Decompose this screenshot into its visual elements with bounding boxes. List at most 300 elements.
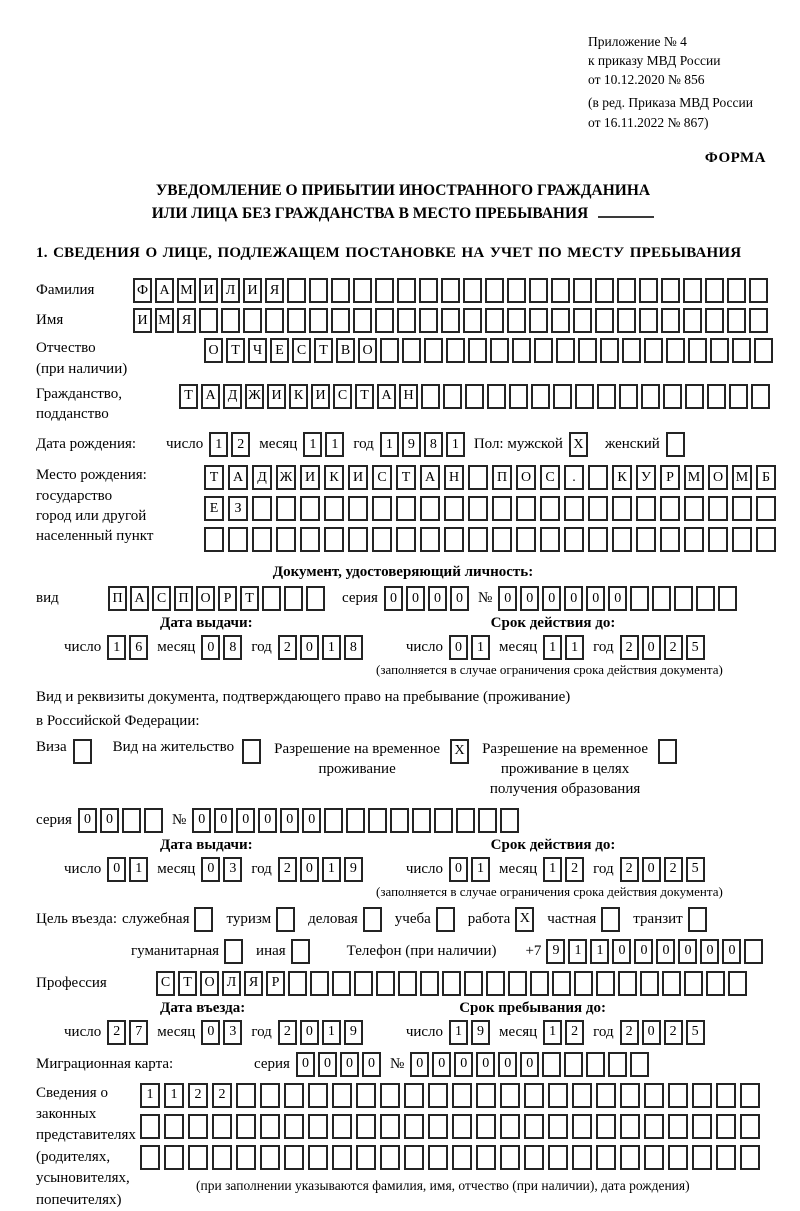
form-cell[interactable] [353, 308, 372, 333]
form-cell[interactable]: Т [355, 384, 374, 409]
form-cell[interactable] [684, 527, 704, 552]
form-cell[interactable]: 0 [340, 1052, 359, 1077]
form-cell[interactable] [622, 338, 641, 363]
form-cell[interactable]: 1 [322, 857, 341, 882]
form-cell[interactable] [692, 1145, 712, 1170]
form-cell[interactable]: Д [223, 384, 242, 409]
form-cell[interactable] [588, 496, 608, 521]
form-cell[interactable] [640, 971, 659, 996]
form-cell[interactable]: У [636, 465, 656, 490]
form-cell[interactable] [236, 1114, 256, 1139]
form-cell[interactable] [310, 971, 329, 996]
form-cell[interactable]: 0 [449, 635, 468, 660]
form-cell[interactable] [122, 808, 141, 833]
form-cell[interactable] [252, 496, 272, 521]
form-cell[interactable]: И [199, 278, 218, 303]
form-cell[interactable] [419, 278, 438, 303]
form-cell[interactable]: 0 [498, 1052, 517, 1077]
form-cell[interactable] [356, 1114, 376, 1139]
form-cell[interactable] [402, 338, 421, 363]
form-cell[interactable]: X [450, 739, 469, 764]
form-cell[interactable] [573, 308, 592, 333]
form-cell[interactable] [644, 338, 663, 363]
form-cell[interactable] [396, 527, 416, 552]
form-cell[interactable] [446, 338, 465, 363]
form-cell[interactable] [696, 586, 715, 611]
form-cell[interactable] [420, 971, 439, 996]
form-cell[interactable]: 0 [450, 586, 469, 611]
form-cell[interactable]: 0 [107, 857, 126, 882]
form-cell[interactable] [428, 1083, 448, 1108]
form-cell[interactable] [507, 308, 526, 333]
form-cell[interactable] [668, 1145, 688, 1170]
form-cell[interactable] [463, 308, 482, 333]
form-cell[interactable]: А [155, 278, 174, 303]
form-cell[interactable] [265, 308, 284, 333]
form-cell[interactable] [630, 586, 649, 611]
form-cell[interactable] [486, 971, 505, 996]
form-cell[interactable] [540, 496, 560, 521]
form-cell[interactable] [260, 1114, 280, 1139]
form-cell[interactable]: 1 [543, 635, 562, 660]
form-cell[interactable] [612, 527, 632, 552]
form-cell[interactable]: 0 [642, 1020, 661, 1045]
form-cell[interactable]: С [540, 465, 560, 490]
form-cell[interactable]: Е [270, 338, 289, 363]
form-cell[interactable] [620, 1083, 640, 1108]
form-cell[interactable]: 0 [678, 939, 697, 964]
form-cell[interactable] [575, 384, 594, 409]
form-cell[interactable] [674, 586, 693, 611]
form-cell[interactable] [574, 971, 593, 996]
form-cell[interactable]: 0 [656, 939, 675, 964]
form-cell[interactable]: 0 [362, 1052, 381, 1077]
form-cell[interactable]: 1 [303, 432, 322, 457]
form-cell[interactable] [617, 308, 636, 333]
form-cell[interactable] [464, 971, 483, 996]
form-cell[interactable]: 1 [543, 857, 562, 882]
form-cell[interactable] [740, 1114, 760, 1139]
form-cell[interactable] [749, 308, 768, 333]
form-cell[interactable]: 1 [590, 939, 609, 964]
form-cell[interactable]: А [420, 465, 440, 490]
form-cell[interactable] [588, 527, 608, 552]
form-cell[interactable] [600, 338, 619, 363]
form-cell[interactable]: 1 [568, 939, 587, 964]
form-cell[interactable] [380, 1083, 400, 1108]
form-cell[interactable] [434, 808, 453, 833]
form-cell[interactable] [221, 308, 240, 333]
form-cell[interactable] [397, 308, 416, 333]
form-cell[interactable]: X [515, 907, 534, 932]
form-cell[interactable]: 0 [608, 586, 627, 611]
form-cell[interactable]: 0 [300, 635, 319, 660]
form-cell[interactable] [346, 808, 365, 833]
form-cell[interactable] [727, 278, 746, 303]
form-cell[interactable] [380, 338, 399, 363]
form-cell[interactable] [644, 1114, 664, 1139]
form-cell[interactable] [644, 1083, 664, 1108]
form-cell[interactable]: 2 [212, 1083, 232, 1108]
form-cell[interactable] [487, 384, 506, 409]
form-cell[interactable] [564, 1052, 583, 1077]
form-cell[interactable] [666, 338, 685, 363]
form-cell[interactable]: Е [204, 496, 224, 521]
form-cell[interactable]: 2 [231, 432, 250, 457]
form-cell[interactable] [331, 278, 350, 303]
form-cell[interactable] [732, 527, 752, 552]
form-cell[interactable]: 0 [564, 586, 583, 611]
form-cell[interactable]: 2 [620, 635, 639, 660]
form-cell[interactable]: 2 [664, 635, 683, 660]
form-cell[interactable] [492, 496, 512, 521]
form-cell[interactable] [608, 1052, 627, 1077]
form-cell[interactable] [404, 1083, 424, 1108]
form-cell[interactable] [441, 308, 460, 333]
form-cell[interactable] [465, 384, 484, 409]
form-cell[interactable]: . [564, 465, 584, 490]
form-cell[interactable] [260, 1145, 280, 1170]
form-cell[interactable] [376, 971, 395, 996]
form-cell[interactable] [288, 971, 307, 996]
form-cell[interactable] [354, 971, 373, 996]
form-cell[interactable] [661, 308, 680, 333]
form-cell[interactable]: 0 [78, 808, 97, 833]
form-cell[interactable] [756, 527, 776, 552]
form-cell[interactable]: Т [204, 465, 224, 490]
form-cell[interactable] [412, 808, 431, 833]
form-cell[interactable]: О [516, 465, 536, 490]
form-cell[interactable] [212, 1114, 232, 1139]
form-cell[interactable]: С [152, 586, 171, 611]
form-cell[interactable] [685, 384, 704, 409]
form-cell[interactable] [375, 308, 394, 333]
form-cell[interactable] [428, 1114, 448, 1139]
form-cell[interactable] [476, 1114, 496, 1139]
form-cell[interactable] [732, 338, 751, 363]
form-cell[interactable]: 0 [449, 857, 468, 882]
form-cell[interactable] [276, 907, 295, 932]
form-cell[interactable]: И [348, 465, 368, 490]
form-cell[interactable] [663, 384, 682, 409]
form-cell[interactable] [668, 1114, 688, 1139]
form-cell[interactable] [644, 1145, 664, 1170]
form-cell[interactable]: 2 [565, 1020, 584, 1045]
form-cell[interactable]: 0 [192, 808, 211, 833]
form-cell[interactable] [441, 278, 460, 303]
form-cell[interactable] [684, 971, 703, 996]
form-cell[interactable] [420, 527, 440, 552]
form-cell[interactable]: 2 [664, 857, 683, 882]
form-cell[interactable] [424, 338, 443, 363]
form-cell[interactable]: 0 [454, 1052, 473, 1077]
form-cell[interactable]: Л [222, 971, 241, 996]
form-cell[interactable] [641, 384, 660, 409]
form-cell[interactable]: 3 [223, 857, 242, 882]
form-cell[interactable] [552, 971, 571, 996]
form-cell[interactable] [509, 384, 528, 409]
form-cell[interactable]: 0 [406, 586, 425, 611]
form-cell[interactable]: М [155, 308, 174, 333]
form-cell[interactable] [529, 278, 548, 303]
form-cell[interactable] [140, 1114, 160, 1139]
form-cell[interactable]: 1 [449, 1020, 468, 1045]
form-cell[interactable] [578, 338, 597, 363]
form-cell[interactable] [485, 308, 504, 333]
form-cell[interactable] [716, 1083, 736, 1108]
form-cell[interactable]: 1 [107, 635, 126, 660]
form-cell[interactable] [540, 527, 560, 552]
form-cell[interactable] [300, 496, 320, 521]
form-cell[interactable] [363, 907, 382, 932]
form-cell[interactable] [468, 496, 488, 521]
form-cell[interactable]: 9 [344, 857, 363, 882]
form-cell[interactable] [551, 308, 570, 333]
form-cell[interactable] [284, 586, 303, 611]
form-cell[interactable]: 9 [471, 1020, 490, 1045]
form-cell[interactable] [375, 278, 394, 303]
form-cell[interactable] [260, 1083, 280, 1108]
form-cell[interactable]: Я [177, 308, 196, 333]
form-cell[interactable]: Ф [133, 278, 152, 303]
form-cell[interactable]: В [336, 338, 355, 363]
form-cell[interactable]: 0 [300, 1020, 319, 1045]
form-cell[interactable]: А [201, 384, 220, 409]
form-cell[interactable] [380, 1145, 400, 1170]
form-cell[interactable]: Ж [276, 465, 296, 490]
form-cell[interactable]: 0 [201, 857, 220, 882]
form-cell[interactable] [660, 527, 680, 552]
form-cell[interactable] [564, 527, 584, 552]
form-cell[interactable] [668, 1083, 688, 1108]
form-cell[interactable]: С [292, 338, 311, 363]
form-cell[interactable] [716, 1145, 736, 1170]
form-cell[interactable] [164, 1114, 184, 1139]
form-cell[interactable]: 0 [498, 586, 517, 611]
form-cell[interactable] [228, 527, 248, 552]
form-cell[interactable]: П [174, 586, 193, 611]
form-cell[interactable] [356, 1083, 376, 1108]
form-cell[interactable] [718, 586, 737, 611]
form-cell[interactable] [452, 1145, 472, 1170]
form-cell[interactable] [194, 907, 213, 932]
title-blank-line[interactable] [598, 214, 654, 218]
form-cell[interactable]: 2 [664, 1020, 683, 1045]
form-cell[interactable] [324, 496, 344, 521]
form-cell[interactable]: 2 [278, 635, 297, 660]
form-cell[interactable] [692, 1083, 712, 1108]
form-cell[interactable]: 1 [565, 635, 584, 660]
form-cell[interactable] [262, 586, 281, 611]
form-cell[interactable]: И [133, 308, 152, 333]
form-cell[interactable]: Ж [245, 384, 264, 409]
form-cell[interactable] [524, 1145, 544, 1170]
form-cell[interactable] [284, 1145, 304, 1170]
form-cell[interactable] [308, 1083, 328, 1108]
form-cell[interactable] [476, 1145, 496, 1170]
form-cell[interactable] [727, 308, 746, 333]
form-cell[interactable] [564, 496, 584, 521]
form-cell[interactable] [553, 384, 572, 409]
form-cell[interactable] [524, 1114, 544, 1139]
form-cell[interactable] [530, 971, 549, 996]
form-cell[interactable]: П [108, 586, 127, 611]
form-cell[interactable] [444, 496, 464, 521]
form-cell[interactable] [639, 278, 658, 303]
form-cell[interactable]: С [333, 384, 352, 409]
form-cell[interactable]: 0 [236, 808, 255, 833]
form-cell[interactable] [619, 384, 638, 409]
form-cell[interactable] [597, 384, 616, 409]
form-cell[interactable] [572, 1083, 592, 1108]
form-cell[interactable] [556, 338, 575, 363]
form-cell[interactable]: 0 [214, 808, 233, 833]
form-cell[interactable] [684, 496, 704, 521]
form-cell[interactable]: 1 [322, 1020, 341, 1045]
form-cell[interactable] [236, 1145, 256, 1170]
form-cell[interactable] [188, 1145, 208, 1170]
form-cell[interactable] [452, 1083, 472, 1108]
form-cell[interactable] [500, 1114, 520, 1139]
form-cell[interactable] [732, 496, 752, 521]
form-cell[interactable] [332, 971, 351, 996]
form-cell[interactable]: А [228, 465, 248, 490]
form-cell[interactable] [507, 278, 526, 303]
form-cell[interactable]: 0 [201, 1020, 220, 1045]
form-cell[interactable] [398, 971, 417, 996]
form-cell[interactable] [596, 1083, 616, 1108]
form-cell[interactable] [751, 384, 770, 409]
form-cell[interactable] [548, 1145, 568, 1170]
form-cell[interactable]: 8 [344, 635, 363, 660]
form-cell[interactable] [573, 278, 592, 303]
form-cell[interactable] [490, 338, 509, 363]
form-cell[interactable] [442, 971, 461, 996]
form-cell[interactable] [708, 527, 728, 552]
form-cell[interactable] [287, 278, 306, 303]
form-cell[interactable]: И [267, 384, 286, 409]
form-cell[interactable]: 0 [722, 939, 741, 964]
form-cell[interactable]: 1 [471, 635, 490, 660]
form-cell[interactable]: М [684, 465, 704, 490]
form-cell[interactable] [572, 1114, 592, 1139]
form-cell[interactable] [500, 808, 519, 833]
form-cell[interactable] [420, 496, 440, 521]
form-cell[interactable] [595, 278, 614, 303]
form-cell[interactable] [620, 1114, 640, 1139]
form-cell[interactable] [596, 1114, 616, 1139]
form-cell[interactable] [551, 278, 570, 303]
form-cell[interactable] [300, 527, 320, 552]
form-cell[interactable] [524, 1083, 544, 1108]
form-cell[interactable] [754, 338, 773, 363]
form-cell[interactable] [252, 527, 272, 552]
form-cell[interactable] [652, 586, 671, 611]
form-cell[interactable]: О [708, 465, 728, 490]
form-cell[interactable] [372, 496, 392, 521]
form-cell[interactable] [612, 496, 632, 521]
form-cell[interactable] [421, 384, 440, 409]
form-cell[interactable] [443, 384, 462, 409]
form-cell[interactable] [660, 496, 680, 521]
form-cell[interactable]: К [612, 465, 632, 490]
form-cell[interactable] [353, 278, 372, 303]
form-cell[interactable] [729, 384, 748, 409]
form-cell[interactable]: И [243, 278, 262, 303]
form-cell[interactable]: 0 [428, 586, 447, 611]
form-cell[interactable] [512, 338, 531, 363]
form-cell[interactable]: 2 [620, 1020, 639, 1045]
form-cell[interactable]: 1 [129, 857, 148, 882]
form-cell[interactable] [212, 1145, 232, 1170]
form-cell[interactable]: 0 [258, 808, 277, 833]
form-cell[interactable] [572, 1145, 592, 1170]
form-cell[interactable]: О [204, 338, 223, 363]
form-cell[interactable] [500, 1083, 520, 1108]
form-cell[interactable]: И [311, 384, 330, 409]
form-cell[interactable]: Я [265, 278, 284, 303]
form-cell[interactable] [308, 1114, 328, 1139]
form-cell[interactable] [444, 527, 464, 552]
form-cell[interactable] [468, 338, 487, 363]
form-cell[interactable]: З [228, 496, 248, 521]
form-cell[interactable]: 2 [278, 1020, 297, 1045]
form-cell[interactable]: О [358, 338, 377, 363]
form-cell[interactable]: 9 [546, 939, 565, 964]
form-cell[interactable] [710, 338, 729, 363]
form-cell[interactable] [596, 971, 615, 996]
form-cell[interactable] [188, 1114, 208, 1139]
form-cell[interactable]: 1 [471, 857, 490, 882]
form-cell[interactable] [586, 1052, 605, 1077]
form-cell[interactable] [324, 808, 343, 833]
form-cell[interactable]: 1 [380, 432, 399, 457]
form-cell[interactable] [476, 1083, 496, 1108]
form-cell[interactable] [531, 384, 550, 409]
form-cell[interactable] [683, 278, 702, 303]
form-cell[interactable] [705, 308, 724, 333]
form-cell[interactable] [332, 1114, 352, 1139]
form-cell[interactable] [372, 527, 392, 552]
form-cell[interactable] [683, 308, 702, 333]
form-cell[interactable] [348, 527, 368, 552]
form-cell[interactable] [639, 308, 658, 333]
form-cell[interactable] [284, 1114, 304, 1139]
form-cell[interactable] [428, 1145, 448, 1170]
form-cell[interactable] [636, 527, 656, 552]
form-cell[interactable]: Ч [248, 338, 267, 363]
form-cell[interactable]: 9 [344, 1020, 363, 1045]
form-cell[interactable]: Н [399, 384, 418, 409]
form-cell[interactable]: Т [179, 384, 198, 409]
form-cell[interactable] [199, 308, 218, 333]
form-cell[interactable] [419, 308, 438, 333]
form-cell[interactable]: 5 [686, 1020, 705, 1045]
form-cell[interactable]: 1 [543, 1020, 562, 1045]
form-cell[interactable] [332, 1083, 352, 1108]
form-cell[interactable] [348, 496, 368, 521]
form-cell[interactable] [728, 971, 747, 996]
form-cell[interactable]: 1 [164, 1083, 184, 1108]
form-cell[interactable]: О [196, 586, 215, 611]
form-cell[interactable]: 1 [140, 1083, 160, 1108]
form-cell[interactable]: Т [178, 971, 197, 996]
form-cell[interactable]: С [156, 971, 175, 996]
form-cell[interactable]: 6 [129, 635, 148, 660]
form-cell[interactable]: 0 [642, 635, 661, 660]
form-cell[interactable] [500, 1145, 520, 1170]
form-cell[interactable] [692, 1114, 712, 1139]
